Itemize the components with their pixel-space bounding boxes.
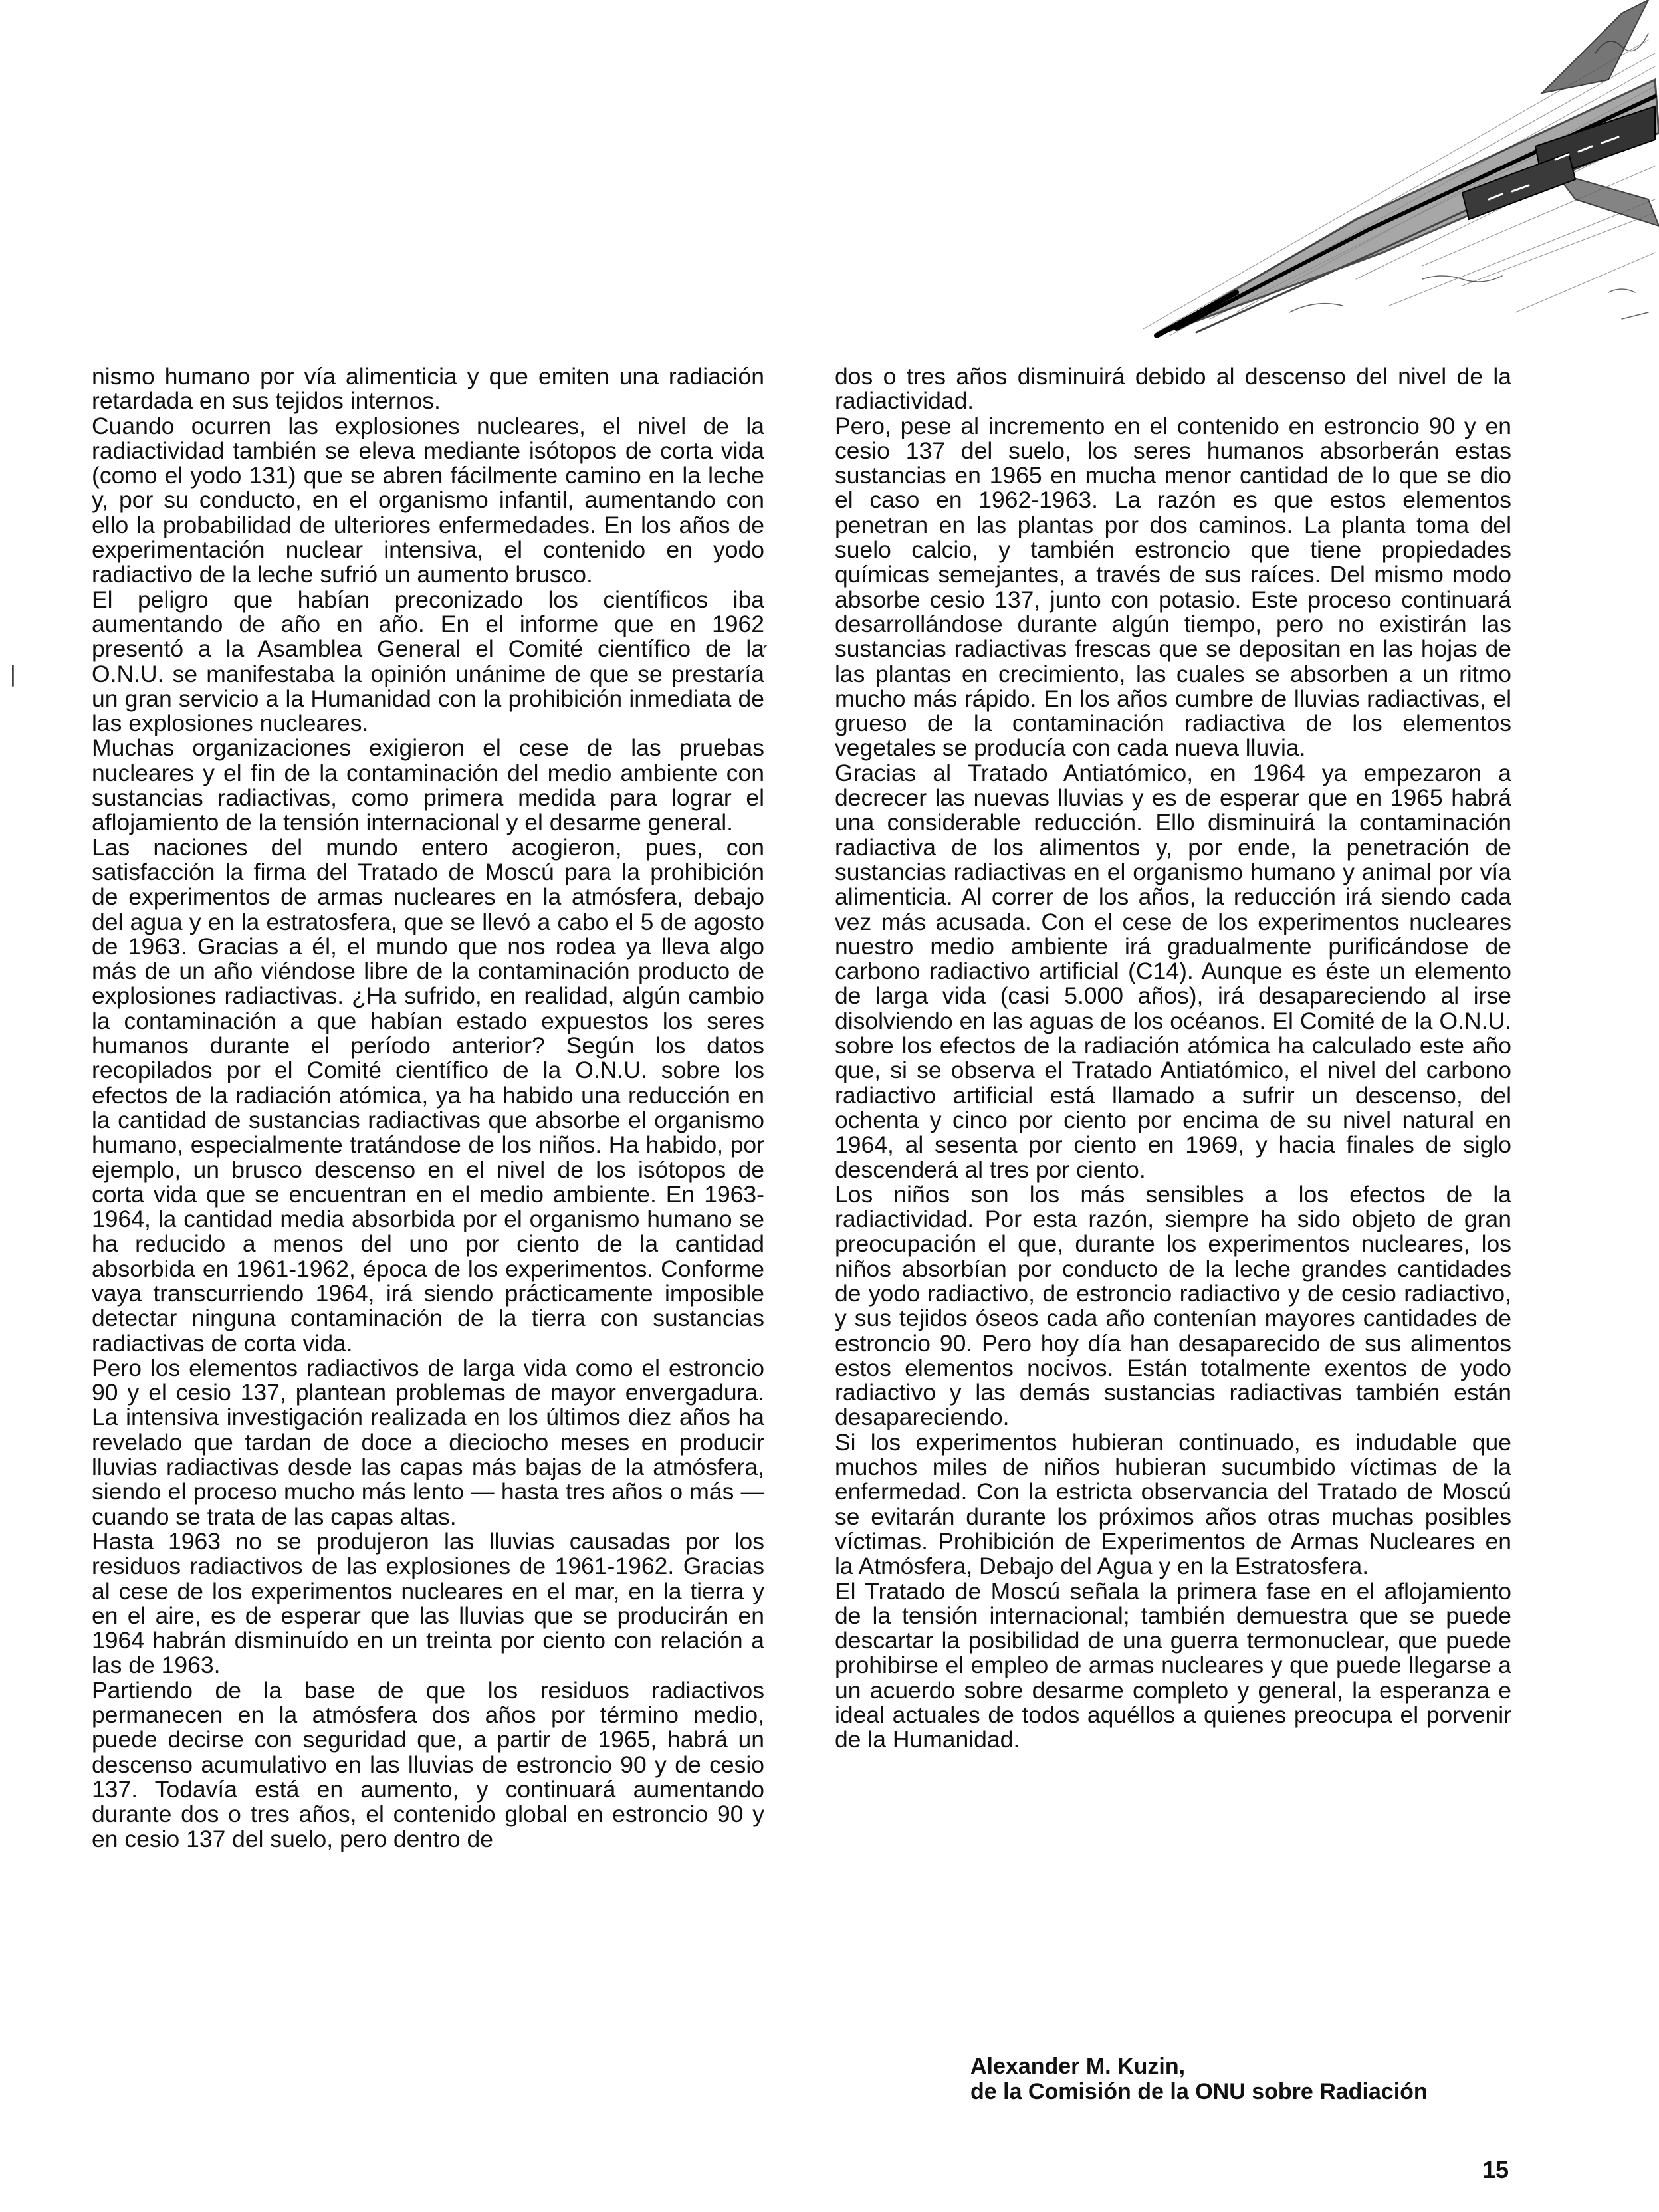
scan-artifact: ˏ bbox=[761, 625, 768, 649]
missile-illustration bbox=[957, 0, 1659, 346]
paragraph: Hasta 1963 no se produjeron las lluvias causadas por los residuos radiactivos de las explosiones de 1961-1962. Gracias al cese de los experimentos nucleares en el mar, en la tierra y en el aire, es de esperar que las lluvias que se producirán en 1964 habrán disminuído en un treinta por ciento con relación a las de 1963. bbox=[92, 1527, 764, 1679]
missile-sketch-icon bbox=[1143, 0, 1659, 336]
paragraph: El Tratado de Moscú señala la primera fase en el aflojamiento de la tensión internacional; también demuestra que se puede descartar la posibilidad de una guerra termonuclear, que puede prohibirse el empleo de armas nucleares y que puede llegarse a un acuerdo sobre desarme completo y general, la esperanza e ideal actuales de todos aquéllos a quienes preocupa el porvenir de la Humanidad. bbox=[835, 1577, 1511, 1753]
paragraph: Si los experimentos hubieran continuado, es indudable que muchos miles de niños hubieran sucumbido víctimas de la enfermedad. Con la estricta observancia del Tratado de Moscú se evitarán durante los próximos años otras muchas posibles víctimas. Prohibición de Experimentos de Armas Nucleares en la Atmósfera, Debajo del Agua y en la Estratosfera. bbox=[835, 1428, 1511, 1580]
paragraph: Pero los elementos radiactivos de larga vida como el estroncio 90 y el cesio 137, plantean problemas de mayor envergadura. La intensiva investigación realizada en los últimos diez años ha revelado que tardan de doce a dieciocho meses en producir lluvias radiactivas desde las capas más bajas de la atmósfera, siendo el proceso mucho más lento — hasta tres años o más — cuando se trata de las capas altas. bbox=[92, 1354, 764, 1530]
paragraph: Las naciones del mundo entero acogieron, pues, con satisfacción la firma del Tratado de Moscú para la prohibición de experimentos de armas nucleares en la atmósfera, debajo del agua y en la estratosfera, que se llevó a cabo el 5 de agosto de 1963. Gracias a él, el mundo que nos rodea ya lleva algo más de un año viéndose libre de la contaminación producto de explosiones radiactivas. ¿Ha sufrido, en realidad, algún cambio la contaminación a que habían estado expuestos los seres humanos durante el período anterior? Según los datos recopilados por el Comité científico de la O.N.U. sobre los efectos de la radiación atómica, ya ha habido una reducción en la cantidad de sustancias radiactivas que absorbe el organismo humano, especialmente tratándose de los niños. Ha habido, por ejemplo, un brusco descenso en el nivel de los isótopos de corta vida que se encuentran en el medio ambiente. En 1963-1964, la cantidad media absorbida por el organismo humano se ha reducido a menos del uno por ciento de la cantidad absorbida en 1961-1962, época de los experimentos. Conforme vaya transcurriendo 1964, irá siendo prácticamente imposible detectar ninguna contaminación de la tierra con sustancias radiactivas de corta vida. bbox=[92, 833, 764, 1357]
paragraph: Los niños son los más sensibles a los efectos de la radiactividad. Por esta razón, siempre ha sido objeto de gran preocupación el que, durante los experimentos nucleares, los niños absorbían por conducto de la leche grandes cantidades de yodo radiactivo, de estroncio radiactivo y de cesio radiactivo, y sus tejidos óseos cada año contenían mayores cantidades de estroncio 90. Pero hoy día han desaparecido de sus alimentos estos elementos nocivos. Están totalmente exentos de yodo radiactivo y las demás sustancias radiactivas también están desapareciendo. bbox=[835, 1180, 1511, 1431]
paragraph: nismo humano por vía alimenticia y que emiten una radiación retardada en sus tejidos internos. bbox=[92, 363, 764, 415]
paragraph: Cuando ocurren las explosiones nucleares, el nivel de la radiactividad también se eleva mediante isótopos de corta vida (como el yodo 131) que se abren fácilmente camino en la leche y, por su conducto, en el organismo infantil, aumentando con ello la probabilidad de ulteriores enfermedades. En los años de experimentación nuclear intensiva, el contenido en yodo radiactivo de la leche sufrió un aumento brusco. bbox=[92, 412, 764, 588]
author-affiliation: de la Comisión de la ONU sobre Radiación bbox=[970, 2079, 1428, 2104]
paragraph: El peligro que habían preconizado los científicos iba aumentando de año en año. En el informe que en 1962 presentó a la Asamblea General el Comité científico de la O.N.U. se manifestaba la opinión unánime de que se prestaría un gran servicio a la Humanidad con la prohibición inmediata de las explosiones nucleares. bbox=[92, 586, 764, 737]
paragraph: Gracias al Tratado Antiatómico, en 1964 ya empezaron a decrecer las nuevas lluvias y es de esperar que en 1965 habrá una considerable reducción. Ello disminuirá la contaminación radiactiva de los alimentos y, por ende, la penetración de sustancias radiactivas en el organismo humano y animal por vía alimenticia. Al correr de los años, la reducción irá siendo cada vez más acusada. Con el cese de los experimentos nucleares nuestro medio ambiente irá gradualmente purificándose de carbono radiactivo artificial (C14). Aunque es éste un elemento de larga vida (casi 5.000 años), irá desapareciendo al irse disolviendo en las aguas de los océanos. El Comité de la O.N.U. sobre los efectos de la radiación atómica ha calculado este año que, si se observa el Tratado Antiatómico, el nivel del carbono radiactivo artificial está llamado a sufrir un descenso, del ochenta y cinco por ciento por encima de su nivel natural en 1964, al sesenta por ciento en 1969, y hacia finales de siglo descenderá al tres por ciento. bbox=[835, 759, 1511, 1183]
article-column-right bbox=[835, 364, 1511, 1753]
page-number: 15 bbox=[1482, 2156, 1509, 2183]
author-name: Alexander M. Kuzin, bbox=[970, 2054, 1186, 2079]
paragraph: Muchas organizaciones exigieron el cese de las pruebas nucleares y el fin de la contaminación del medio ambiente con sustancias radiactivas, como primera medida para lograr el aflojamiento de la tensión internacional y el desarme general. bbox=[92, 734, 764, 836]
scan-artifact: ❘ bbox=[4, 662, 22, 686]
paragraph: Partiendo de la base de que los residuos radiactivos permanecen en la atmósfera dos años por término medio, puede decirse con seguridad que, a partir de 1965, habrá un descenso acumulativo en las lluvias de estroncio 90 y de cesio 137. Todavía está en aumento, y continuará aumentando durante dos o tres años, el contenido global en estroncio 90 y en cesio 137 del suelo, pero dentro de bbox=[92, 1676, 764, 1852]
paragraph: dos o tres años disminuirá debido al descenso del nivel de la radiactividad. bbox=[835, 363, 1511, 415]
author-signature bbox=[970, 2054, 1515, 2104]
article-column-left bbox=[92, 364, 764, 1852]
paragraph: Pero, pese al incremento en el contenido en estroncio 90 y en cesio 137 del suelo, los seres humanos absorberán estas sustancias en 1965 en mucha menor cantidad de lo que se dio el caso en 1962-1963. La razón es que estos elementos penetran en las plantas por dos caminos. La planta toma del suelo calcio, y también estroncio que tiene propiedades químicas semejantes, a través de sus raíces. Del mismo modo absorbe cesio 137, junto con potasio. Este proceso continuará desarrollándose durante algún tiempo, pero no existirán las sustancias radiactivas frescas que se depositan en las hojas de las plantas en crecimiento, las cuales se absorben a un ritmo mucho más rápido. En los años cumbre de lluvias radiactivas, el grueso de la contaminación radiactiva de los elementos vegetales se producía con cada nueva lluvia. bbox=[835, 412, 1511, 762]
